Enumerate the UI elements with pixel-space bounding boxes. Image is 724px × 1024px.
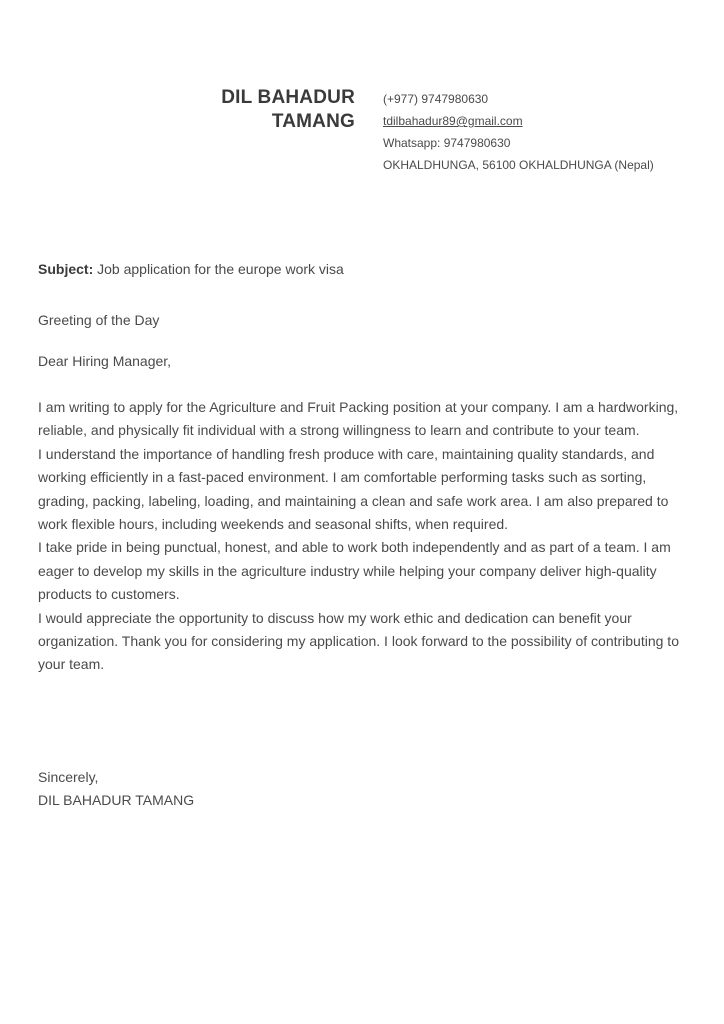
signature-name: DIL BAHADUR TAMANG: [38, 792, 195, 809]
closing-phrase: Sincerely,: [38, 769, 99, 785]
applicant-name-line-1: DIL BAHADUR: [221, 87, 355, 108]
letter-body: [38, 396, 688, 677]
contact-phone: (+977) 9747980630: [383, 92, 489, 106]
greeting: Greeting of the Day: [38, 312, 160, 328]
salutation: Dear Hiring Manager,: [38, 353, 172, 369]
contact-address: OKHALDHUNGA, 56100 OKHALDHUNGA (Nepal): [383, 158, 654, 172]
applicant-name: [221, 86, 355, 134]
contact-email-link[interactable]: tdilbahadur89@gmail.com: [383, 114, 523, 128]
subject-label: Subject:: [38, 261, 94, 277]
body-paragraph: I would appreciate the opportunity to discuss how my work ethic and dedication can benefit your organization. Thank you for considering my application. I look forward to the possibility of contributing to your team.: [38, 609, 679, 673]
subject-line: [38, 258, 688, 280]
contact-details: [383, 88, 654, 176]
applicant-name-line-2: TAMANG: [271, 111, 355, 132]
subject-text: Job application for the europe work visa: [93, 261, 344, 277]
body-paragraph: I take pride in being punctual, honest, and able to work both independently and as part of a team. I am eager to develop my skills in the agriculture industry while helping your company deliver high-quality products to customers.: [38, 539, 671, 603]
contact-whatsapp: Whatsapp: 9747980630: [383, 136, 511, 150]
body-paragraph: I understand the importance of handling fresh produce with care, maintaining quality standards, and working efficiently in a fast-paced environment. I am comfortable performing tasks such as sorting, grading, packing, labeling, loading, and maintaining a clean and safe work area. I am also prepared to work flexible hours, including weekends and seasonal shifts, when required.: [38, 445, 669, 533]
letter-closing: [38, 766, 688, 813]
body-paragraph: I am writing to apply for the Agriculture and Fruit Packing position at your company. I am a hardworking, reliable, and physically fit individual with a strong willingness to learn and contribute to your team.: [38, 399, 679, 439]
